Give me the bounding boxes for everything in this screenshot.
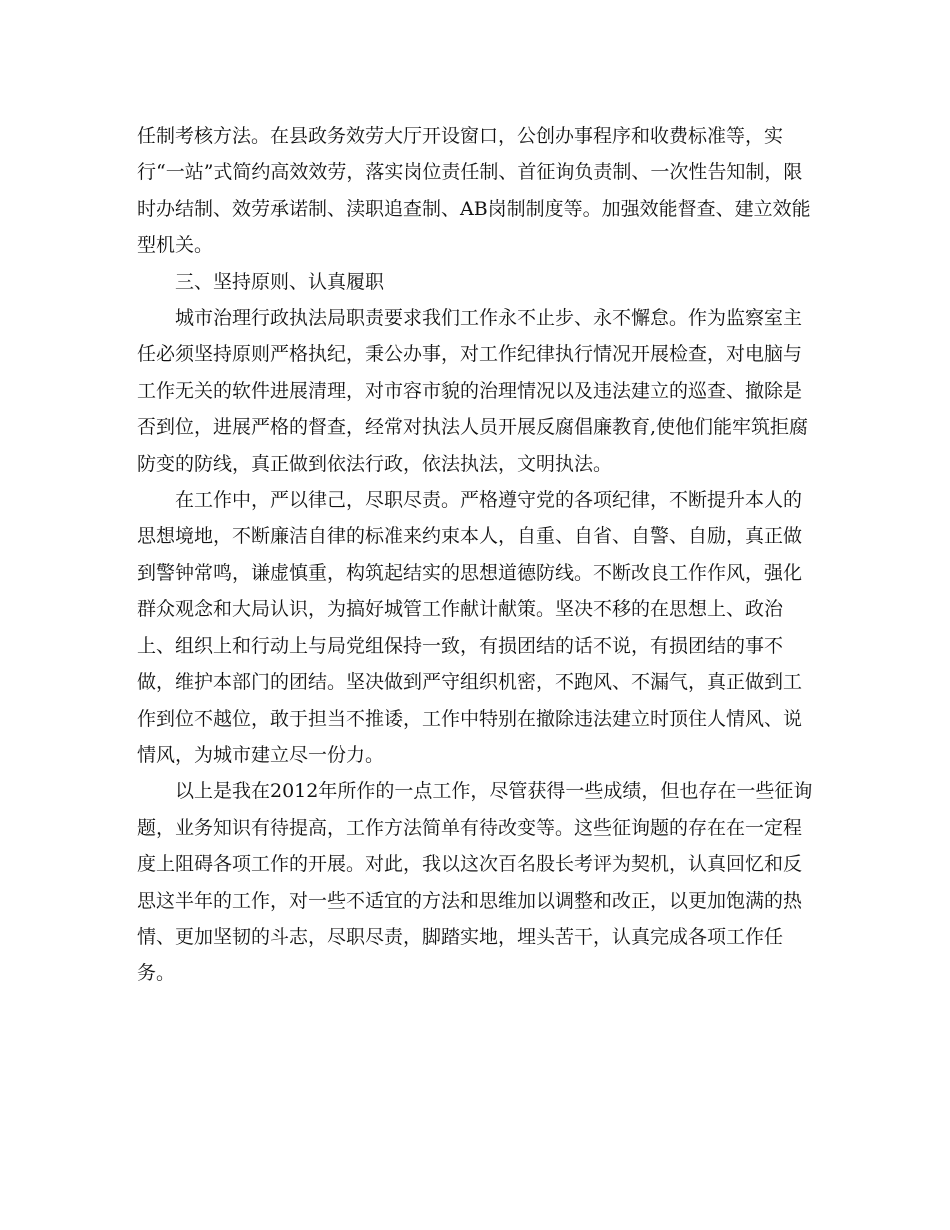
paragraph-continued: 任制考核方法。在县政务效劳大厅开设窗口，公创办事程序和收费标准等，实行“一站”式简约高效效劳，落实岗位责任制、首征询负责制、一次性告知制，限时办结制、效劳承诺制、渎职追查制、AB岗制制度等。加强效能督查、建立效能型机关。	[137, 125, 811, 257]
paragraph: 在工作中，严以律己，尽职尽责。严格遵守党的各项纪律，不断提升本人的思想境地，不断廉洁自律的标准来约束本人，自重、自省、自警、自励，真正做到警钟常鸣，谦虚慎重，构筑起结实的思想道德防线。不断改良工作作风，强化群众观念和大局认识，为搞好城管工作献计献策。坚决不移的在思想上、政治上、组织上和行动上与局党组保持一致，有损团结的话不说，有损团结的事不做，维护本部门的团结。坚决做到严守组织机密，不跑风、不漏气，真正做到工作到位不越位，敢于担当不推诿，工作中特别在撤除违法建立时顶住人情风、说情风，为城市建立尽一份力。	[137, 489, 803, 766]
section-heading: 三、坚持原则、认真履职	[175, 270, 385, 293]
paragraph: 城市治理行政执法局职责要求我们工作永不止步、永不懈怠。作为监察室主任必须坚持原则严格执纪，秉公办事，对工作纪律执行情况开展检查，对电脑与工作无关的软件进展清理，对市容市貌的治理情况以及违法建立的巡查、撤除是否到位，进展严格的督查，经常对执法人员开展反腐倡廉教育,使他们能牢筑拒腐防变的防线，真正做到依法行政，依法执法，文明执法。	[137, 307, 809, 475]
document-body	[137, 118, 817, 992]
paragraph: 以上是我在2012年所作的一点工作，尽管获得一些成绩，但也存在一些征询题，业务知识有待提高，工作方法简单有待改变等。这些征询题的存在在一定程度上阻碍各项工作的开展。对此，我以这次百名股长考评为契机，认真回忆和反思这半年的工作，对一些不适宜的方法和思维加以调整和改正，以更加饱满的热情、更加坚韧的斗志，尽职尽责，脚踏实地，埋头苦干，认真完成各项工作任务。	[137, 780, 813, 985]
